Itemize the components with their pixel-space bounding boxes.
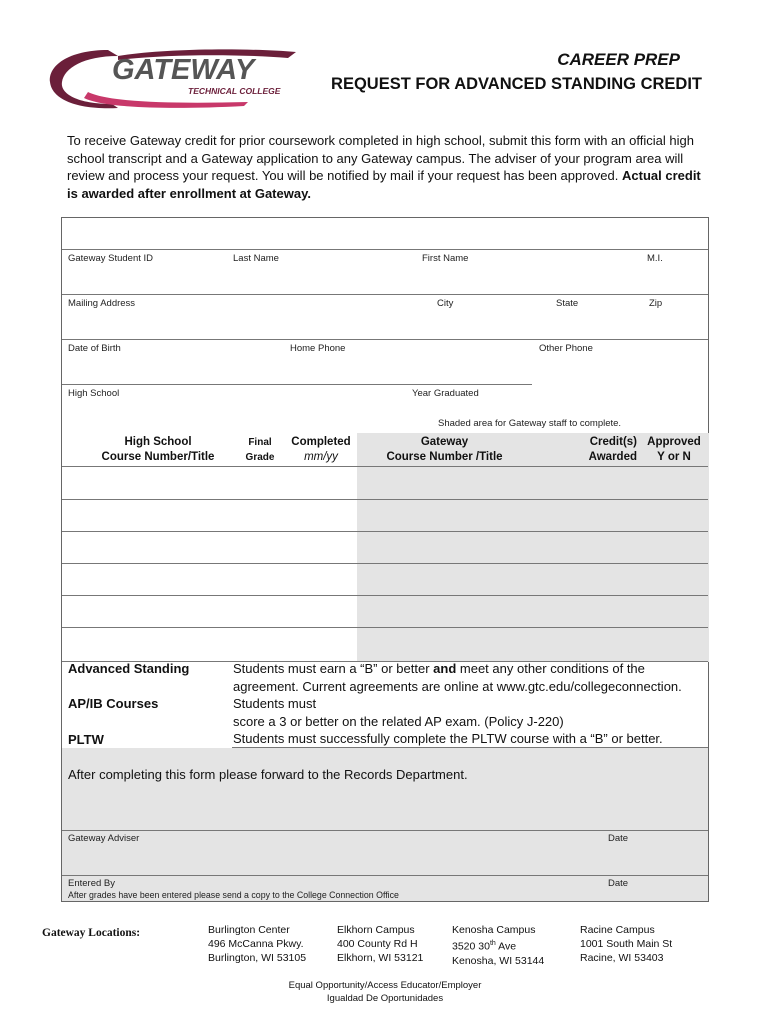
- col-final-grade: [240, 435, 280, 465]
- col-completed: [284, 435, 358, 465]
- first-name-label: First Name: [422, 253, 469, 264]
- advanced-standing-label: Advanced Standing: [68, 661, 190, 676]
- gateway-logo-graphic: [48, 44, 298, 112]
- adviser-field[interactable]: [62, 846, 708, 874]
- location-street: [452, 937, 544, 954]
- forward-text: After completing this form please forward to the Records Department.: [68, 767, 468, 782]
- col-final-line2: Grade: [245, 452, 275, 463]
- logo-subtitle: TECHNICAL COLLEGE: [188, 86, 281, 96]
- col-approved-line2: Y or N: [657, 451, 691, 463]
- dob-label: Date of Birth: [68, 343, 121, 354]
- home-phone-label: Home Phone: [290, 343, 346, 354]
- location-name: Burlington Center: [208, 924, 290, 936]
- entered-note: After grades have been entered please send a copy to the College Connection Office: [68, 890, 399, 900]
- zip-label: Zip: [649, 298, 663, 309]
- col-credits-line1: Credit(s): [589, 436, 637, 448]
- intro-text: To receive Gateway credit for prior coursework completed in high school, submit this form with an official high school transcript and a Gateway application to any Gateway campus. The adviser of your program area will review and process your request. You will be notified by mail if your request has been approved.: [67, 133, 694, 183]
- col-approved: [644, 435, 704, 465]
- last-name-label: Last Name: [233, 253, 279, 264]
- apib-line2: score a 3 or better on the related AP exam. (Policy J-220): [233, 713, 564, 729]
- col-gateway-course: [372, 435, 517, 465]
- col-gw-line1: Gateway: [420, 436, 469, 448]
- intro-paragraph: [67, 132, 707, 202]
- advanced-text-and: and: [433, 661, 457, 676]
- col-hs-course-line1: High School: [124, 436, 192, 448]
- course-row-4[interactable]: [62, 564, 357, 595]
- mailing-address-label: Mailing Address: [68, 298, 136, 309]
- logo-wordmark: GATEWAY: [112, 54, 255, 86]
- address-row-field[interactable]: [62, 311, 708, 338]
- col-gw-line2: Course Number /Title: [386, 451, 503, 463]
- location-kenosha: [452, 923, 544, 968]
- location-name: Racine Campus: [580, 924, 655, 936]
- mi-label: M.I.: [647, 253, 663, 264]
- advanced-text-b: meet any other conditions of the: [456, 661, 645, 676]
- location-street: 400 County Rd H: [337, 938, 418, 950]
- equal-opportunity-text: Equal Opportunity/Access Educator/Employer: [288, 980, 482, 991]
- year-graduated-label: Year Graduated: [412, 388, 479, 399]
- location-street: 496 McCanna Pkwy.: [208, 938, 304, 950]
- intro-bold-text: Actual credit is awarded after enrollment at Gateway.: [67, 168, 701, 201]
- location-name: Elkhorn Campus: [337, 924, 415, 936]
- title-career-prep: CAREER PREP: [557, 50, 680, 69]
- date-label-2: Date: [608, 878, 629, 889]
- pltw-text: Students must successfully complete the PLTW course with a “B” or better.: [233, 731, 663, 746]
- col-hs-course: [62, 435, 254, 465]
- gateway-logo: [48, 44, 298, 112]
- col-completed-line2: mm/yy: [304, 451, 338, 463]
- location-city: Kenosha, WI 53144: [452, 954, 545, 967]
- location-city: Racine, WI 53403: [580, 952, 664, 964]
- name-row-field[interactable]: [62, 266, 708, 293]
- entered-by-label: Entered By: [68, 878, 115, 889]
- advanced-text-a: Students must earn a “B” or better: [233, 661, 434, 676]
- col-credits-line2: Awarded: [588, 451, 637, 463]
- location-racine: [580, 923, 672, 965]
- locations-label: Gateway Locations:: [42, 927, 141, 939]
- city-label: City: [437, 298, 454, 309]
- state-label: State: [556, 298, 579, 309]
- other-phone-label: Other Phone: [539, 343, 593, 354]
- location-burlington: [208, 923, 306, 965]
- title-request: REQUEST FOR ADVANCED STANDING CREDIT: [331, 75, 702, 93]
- advanced-line1: [233, 660, 703, 678]
- location-name: Kenosha Campus: [452, 924, 536, 936]
- location-city: Burlington, WI 53105: [208, 952, 307, 964]
- high-school-label: High School: [68, 388, 120, 399]
- course-row-2[interactable]: [62, 500, 357, 531]
- col-approved-line1: Approved: [647, 436, 701, 448]
- street-rest: Ave: [495, 940, 517, 953]
- location-elkhorn: [337, 923, 423, 965]
- course-row-1[interactable]: [62, 467, 357, 498]
- advanced-line2: agreement. Current agreements are online at www.gtc.edu/collegeconnection.: [233, 678, 682, 694]
- col-hs-course-line2: Course Number/Title: [101, 451, 215, 463]
- pltw-label: PLTW: [68, 732, 104, 747]
- location-city: Elkhorn, WI 53121: [337, 952, 424, 964]
- street-number: 3520 30: [452, 940, 490, 953]
- location-street: 1001 South Main St: [580, 938, 673, 950]
- igualdad-text: Igualdad De Oportunidades: [326, 993, 444, 1004]
- col-credits: [577, 435, 637, 465]
- apib-line1: Students must: [233, 696, 317, 711]
- advanced-standing-text: [233, 660, 703, 748]
- course-row-5[interactable]: [62, 596, 357, 627]
- adviser-label: Gateway Adviser: [68, 833, 140, 844]
- apib-label: AP/IB Courses: [68, 696, 159, 711]
- col-final-line1: Final: [248, 437, 272, 448]
- col-completed-line1: Completed: [291, 436, 351, 448]
- course-row-3[interactable]: [62, 532, 357, 563]
- student-id-label: Gateway Student ID: [68, 253, 154, 264]
- street-ordinal: th: [489, 940, 496, 947]
- shaded-area-note: Shaded area for Gateway staff to complete.: [438, 418, 622, 429]
- request-form: [61, 217, 709, 902]
- date-label-1: Date: [608, 833, 629, 844]
- phone-row-field[interactable]: [62, 356, 708, 383]
- course-row-6[interactable]: [62, 628, 357, 661]
